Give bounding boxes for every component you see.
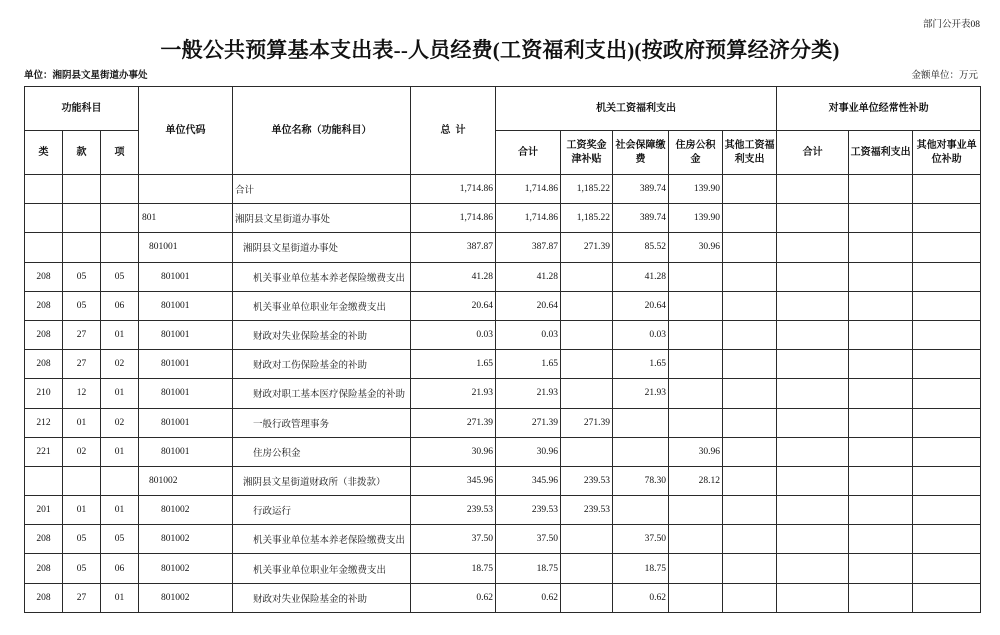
cell-jg-other [723,320,777,349]
cell-jg-wage [561,554,613,583]
cell-jg-other [723,262,777,291]
header-jg-housing-label: 住房公积金 [675,139,716,165]
header-jg-social-label: 社会保障缴费 [615,139,666,165]
cell-kuan [63,204,101,233]
cell-name: 财政对职工基本医疗保险基金的补助 [233,379,411,408]
table-row [25,262,981,291]
cell-jg-total: 1,714.86 [496,204,561,233]
cell-jg-social: 1.65 [613,350,669,379]
header-unit-code: 单位代码 [139,87,233,175]
header-sy-other-label: 其他对事业单位补助 [916,139,977,165]
cell-jg-wage [561,583,613,612]
cell-sy-other [913,525,981,554]
cell-name: 机关事业单位职业年金缴费支出 [233,554,411,583]
cell-jg-total: 1.65 [496,350,561,379]
cell-total: 0.62 [411,583,496,612]
cell-jg-other [723,175,777,204]
cell-lei: 208 [25,262,63,291]
cell-jg-housing [669,583,723,612]
cell-kuan: 02 [63,437,101,466]
cell-sy-wage [849,496,913,525]
cell-jg-total: 20.64 [496,291,561,320]
cell-sy-other [913,496,981,525]
cell-sy-total [777,175,849,204]
cell-code: 801002 [139,554,233,583]
cell-jg-social: 0.03 [613,320,669,349]
header-xiang: 项 [101,131,139,175]
cell-jg-social [613,408,669,437]
table-row [25,466,981,495]
cell-lei: 208 [25,350,63,379]
cell-jg-housing [669,554,723,583]
cell-kuan [63,466,101,495]
cell-jg-housing: 30.96 [669,233,723,262]
header-func-subject: 功能科目 [25,87,139,131]
cell-jg-social [613,496,669,525]
table-row [25,583,981,612]
cell-jg-other [723,408,777,437]
header-jg-social [613,131,669,175]
cell-total: 30.96 [411,437,496,466]
table-row [25,437,981,466]
cell-sy-other [913,583,981,612]
cell-lei [25,233,63,262]
cell-jg-total: 271.39 [496,408,561,437]
budget-table [24,86,981,613]
cell-total: 1.65 [411,350,496,379]
cell-jg-social: 37.50 [613,525,669,554]
cell-sy-other [913,379,981,408]
header-jg-group: 机关工资福利支出 [496,87,777,131]
cell-name: 财政对失业保险基金的补助 [233,583,411,612]
cell-sy-total [777,204,849,233]
cell-jg-total: 30.96 [496,437,561,466]
cell-name: 湘阴县文星街道办事处 [233,233,411,262]
cell-jg-other [723,583,777,612]
cell-name: 行政运行 [233,496,411,525]
cell-sy-total [777,291,849,320]
cell-lei: 210 [25,379,63,408]
cell-sy-total [777,350,849,379]
table-row [25,379,981,408]
cell-xiang [101,204,139,233]
cell-jg-total: 21.93 [496,379,561,408]
cell-jg-total: 387.87 [496,233,561,262]
cell-xiang: 06 [101,554,139,583]
cell-xiang: 02 [101,408,139,437]
cell-lei: 208 [25,525,63,554]
cell-kuan [63,233,101,262]
cell-sy-total [777,525,849,554]
cell-sy-other [913,233,981,262]
cell-sy-wage [849,350,913,379]
cell-code: 801002 [139,525,233,554]
cell-jg-total: 37.50 [496,525,561,554]
cell-sy-total [777,379,849,408]
cell-jg-total: 0.62 [496,583,561,612]
header-sy-wage-label: 工资福利支出 [850,146,911,158]
cell-sy-wage [849,554,913,583]
cell-kuan: 05 [63,525,101,554]
cell-total: 20.64 [411,291,496,320]
cell-jg-other [723,554,777,583]
cell-code: 801002 [139,496,233,525]
cell-kuan: 05 [63,291,101,320]
cell-jg-other [723,350,777,379]
amount-unit-label: 金额单位：万元 [911,71,978,81]
cell-jg-social: 85.52 [613,233,669,262]
cell-sy-wage [849,320,913,349]
cell-sy-wage [849,466,913,495]
cell-sy-total [777,466,849,495]
cell-jg-social: 78.30 [613,466,669,495]
cell-xiang: 01 [101,437,139,466]
cell-name: 机关事业单位基本养老保险缴费支出 [233,262,411,291]
cell-sy-total [777,320,849,349]
cell-jg-wage: 239.53 [561,496,613,525]
cell-jg-other [723,466,777,495]
cell-sy-other [913,291,981,320]
cell-lei [25,175,63,204]
cell-jg-social [613,437,669,466]
cell-kuan: 05 [63,554,101,583]
cell-name: 财政对失业保险基金的补助 [233,320,411,349]
cell-code: 801001 [139,350,233,379]
cell-jg-other [723,233,777,262]
cell-jg-housing [669,320,723,349]
cell-jg-other [723,496,777,525]
table-body [25,175,981,613]
cell-sy-total [777,437,849,466]
cell-sy-total [777,233,849,262]
document-code: 部门公开表08 [922,20,980,30]
table-row [25,204,981,233]
cell-xiang: 01 [101,496,139,525]
header-jg-housing [669,131,723,175]
cell-jg-total: 41.28 [496,262,561,291]
cell-kuan: 27 [63,583,101,612]
cell-total: 345.96 [411,466,496,495]
cell-sy-other [913,466,981,495]
header-sy-total: 合计 [777,131,849,175]
cell-total: 37.50 [411,525,496,554]
cell-jg-housing [669,291,723,320]
cell-lei: 208 [25,554,63,583]
cell-jg-social: 41.28 [613,262,669,291]
cell-jg-social: 20.64 [613,291,669,320]
cell-jg-housing: 139.90 [669,204,723,233]
header-lei: 类 [25,131,63,175]
cell-kuan: 01 [63,408,101,437]
cell-lei: 201 [25,496,63,525]
cell-jg-social: 21.93 [613,379,669,408]
header-jg-wage-label: 工资奖金津补贴 [566,139,607,165]
cell-jg-social: 389.74 [613,175,669,204]
cell-sy-total [777,583,849,612]
cell-xiang: 05 [101,262,139,291]
cell-sy-other [913,320,981,349]
cell-xiang [101,233,139,262]
cell-sy-wage [849,583,913,612]
cell-jg-social: 0.62 [613,583,669,612]
cell-jg-social: 18.75 [613,554,669,583]
cell-jg-wage: 271.39 [561,233,613,262]
unit-label: 单位：湘阴县文星街道办事处 [24,71,148,81]
cell-jg-housing: 139.90 [669,175,723,204]
cell-jg-other [723,204,777,233]
header-jg-other [723,131,777,175]
cell-jg-housing [669,262,723,291]
cell-lei: 208 [25,291,63,320]
cell-kuan: 27 [63,350,101,379]
cell-jg-wage: 271.39 [561,408,613,437]
cell-code: 801002 [139,466,233,495]
cell-xiang [101,175,139,204]
cell-sy-wage [849,262,913,291]
cell-code: 801002 [139,583,233,612]
cell-sy-wage [849,408,913,437]
cell-jg-other [723,291,777,320]
cell-jg-other [723,379,777,408]
cell-xiang: 05 [101,525,139,554]
header-total-label: 总 计 [440,124,466,136]
cell-code: 801001 [139,379,233,408]
header-total [411,87,496,175]
header-unit-name: 单位名称（功能科目） [233,87,411,175]
cell-lei: 212 [25,408,63,437]
cell-code: 801001 [139,262,233,291]
cell-total: 21.93 [411,379,496,408]
cell-sy-other [913,554,981,583]
cell-sy-wage [849,233,913,262]
cell-jg-housing: 28.12 [669,466,723,495]
cell-sy-total [777,554,849,583]
table-row [25,554,981,583]
cell-jg-wage [561,525,613,554]
cell-jg-total: 239.53 [496,496,561,525]
cell-lei [25,204,63,233]
cell-jg-total: 0.03 [496,320,561,349]
cell-sy-other [913,262,981,291]
cell-jg-social: 389.74 [613,204,669,233]
cell-code: 801001 [139,291,233,320]
cell-jg-wage [561,320,613,349]
cell-code: 801 [139,204,233,233]
table-row [25,175,981,204]
cell-jg-wage [561,291,613,320]
table-row [25,496,981,525]
table-row [25,320,981,349]
header-sy-other [913,131,981,175]
table-header [25,87,981,175]
cell-kuan: 05 [63,262,101,291]
cell-sy-other [913,350,981,379]
cell-jg-wage: 239.53 [561,466,613,495]
cell-jg-other [723,525,777,554]
cell-xiang [101,466,139,495]
header-sy-wage [849,131,913,175]
cell-jg-wage: 1,185.22 [561,204,613,233]
cell-sy-wage [849,204,913,233]
cell-code: 801001 [139,233,233,262]
cell-name: 一般行政管理事务 [233,408,411,437]
cell-lei: 208 [25,583,63,612]
cell-xiang: 01 [101,583,139,612]
page-title: 一般公共预算基本支出表--人员经费(工资福利支出)(按政府预算经济分类) [160,38,840,62]
table-row [25,233,981,262]
cell-sy-other [913,204,981,233]
cell-name: 机关事业单位职业年金缴费支出 [233,291,411,320]
cell-jg-wage [561,379,613,408]
cell-jg-housing [669,379,723,408]
cell-jg-total: 18.75 [496,554,561,583]
cell-name: 财政对工伤保险基金的补助 [233,350,411,379]
cell-xiang: 02 [101,350,139,379]
header-row-top [25,87,981,131]
cell-jg-wage: 1,185.22 [561,175,613,204]
cell-name: 合计 [233,175,411,204]
cell-jg-total: 345.96 [496,466,561,495]
cell-sy-wage [849,525,913,554]
cell-jg-housing [669,350,723,379]
table-row [25,408,981,437]
cell-sy-total [777,496,849,525]
cell-total: 239.53 [411,496,496,525]
cell-sy-wage [849,437,913,466]
header-sy-group: 对事业单位经常性补助 [777,87,981,131]
table-row [25,525,981,554]
cell-total: 1,714.86 [411,204,496,233]
header-kuan: 款 [63,131,101,175]
cell-code: 801001 [139,408,233,437]
cell-lei: 208 [25,320,63,349]
cell-jg-other [723,437,777,466]
cell-kuan: 12 [63,379,101,408]
cell-jg-total: 1,714.86 [496,175,561,204]
table-row [25,350,981,379]
cell-jg-housing [669,496,723,525]
cell-total: 0.03 [411,320,496,349]
cell-total: 387.87 [411,233,496,262]
cell-jg-wage [561,262,613,291]
cell-name: 住房公积金 [233,437,411,466]
cell-kuan: 01 [63,496,101,525]
cell-jg-housing [669,408,723,437]
cell-sy-total [777,262,849,291]
cell-code: 801001 [139,437,233,466]
cell-name: 机关事业单位基本养老保险缴费支出 [233,525,411,554]
cell-xiang: 01 [101,379,139,408]
cell-sy-wage [849,379,913,408]
cell-sy-wage [849,175,913,204]
cell-total: 18.75 [411,554,496,583]
cell-total: 41.28 [411,262,496,291]
cell-code [139,175,233,204]
cell-code: 801001 [139,320,233,349]
cell-sy-total [777,408,849,437]
cell-kuan: 27 [63,320,101,349]
cell-total: 271.39 [411,408,496,437]
header-jg-wage [561,131,613,175]
cell-total: 1,714.86 [411,175,496,204]
cell-lei [25,466,63,495]
cell-sy-other [913,408,981,437]
cell-jg-wage [561,350,613,379]
cell-name: 湘阴县文星街道办事处 [233,204,411,233]
header-jg-total: 合计 [496,131,561,175]
header-jg-other-label: 其他工资福利支出 [724,139,775,165]
cell-kuan [63,175,101,204]
cell-lei: 221 [25,437,63,466]
table-row [25,291,981,320]
cell-xiang: 06 [101,291,139,320]
cell-jg-housing: 30.96 [669,437,723,466]
cell-xiang: 01 [101,320,139,349]
cell-sy-other [913,175,981,204]
cell-name: 湘阴县文星街道财政所（非拨款） [233,466,411,495]
cell-sy-wage [849,291,913,320]
cell-sy-other [913,437,981,466]
cell-jg-housing [669,525,723,554]
cell-jg-wage [561,437,613,466]
